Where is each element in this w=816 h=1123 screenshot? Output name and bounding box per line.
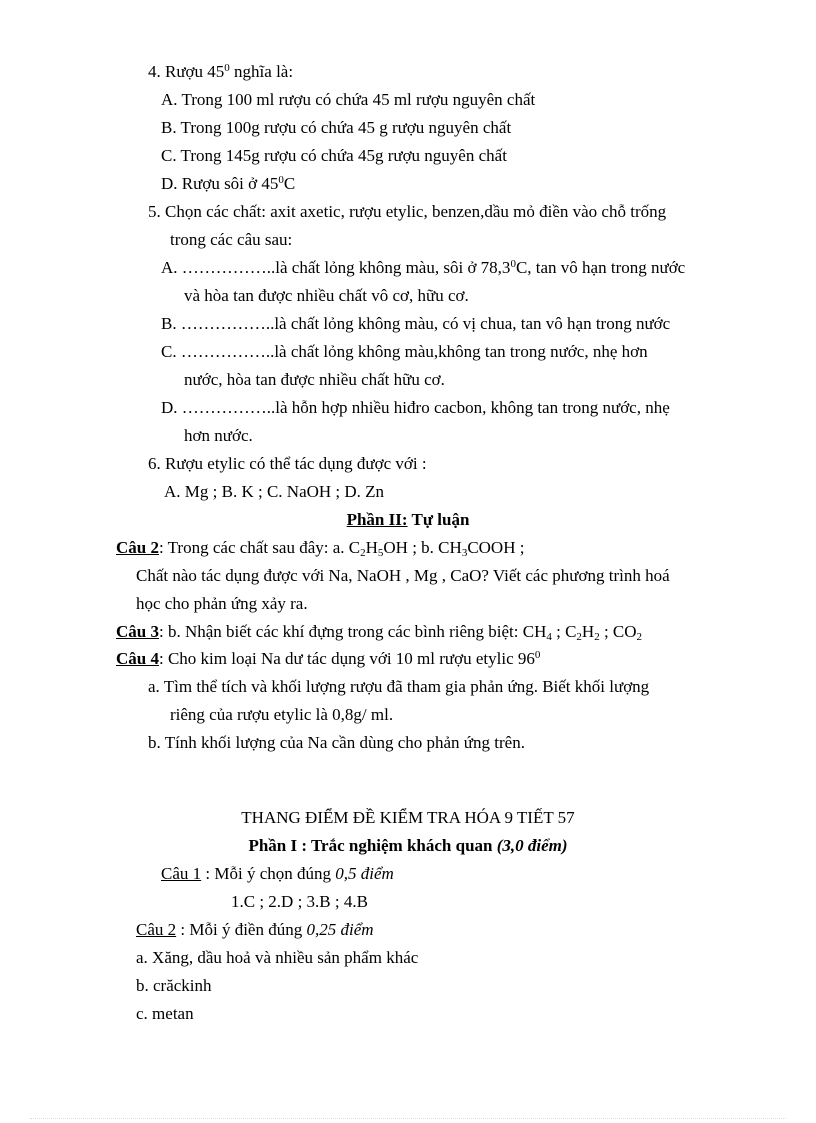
answer-cau2-c: c. metan	[136, 1004, 194, 1023]
q5-option-c: C. ……………..là chất lỏng không màu,không tan trong nước, nhẹ hơn	[161, 342, 648, 361]
q4-stem: 4. Rượu $45^0$ nghĩa là:	[148, 62, 294, 81]
q4-option-a: A. Trong 100 ml rượu có chứa 45 ml rượu nguyên chất	[161, 90, 536, 109]
cau3-line: Câu 3: b. Nhận biết các khí đựng trong các bình riêng biệt: $CH_4$ ; $C_2H_2$ ; $CO_2$	[116, 622, 643, 643]
answer-cau2: Câu 2 : Mỗi ý điền đúng 0,25 điểm	[136, 920, 374, 939]
q5-option-d: D. ……………..là hỗn hợp nhiều hiđro cacbon, không tan trong nước, nhẹ	[161, 398, 670, 417]
q4-option-d: D. Rượu sôi ở $45^0C$	[161, 174, 296, 193]
cau4-part-a: a. Tìm thể tích và khối lượng rượu đã tham gia phản ứng. Biết khối lượng	[148, 677, 650, 696]
part2-heading: Phần II: Tự luận	[346, 510, 470, 529]
cau4-line1: Câu 4: Cho kim loại Na dư tác dụng với 10 ml rượu etylic $96^0$	[116, 649, 541, 668]
q5-option-c-cont: nước, hòa tan được nhiều chất hữu cơ.	[184, 370, 445, 389]
q5-option-a: A. ……………..là chất lỏng không màu, sôi ở 78,3$^0$C, tan vô hạn trong nước	[161, 258, 686, 277]
answer-cau1: Câu 1 : Mỗi ý chọn đúng 0,5 điểm	[161, 864, 394, 883]
answer-cau2-a: a. Xăng, dầu hoả và nhiều sản phẩm khác	[136, 948, 419, 967]
q5-option-b: B. ……………..là chất lỏng không màu, có vị chua, tan vô hạn trong nước	[161, 314, 671, 333]
q4-option-b: B. Trong 100g rượu có chứa 45 g rượu nguyên chất	[161, 118, 512, 137]
q5-option-d-cont: hơn nước.	[184, 426, 253, 445]
answer-cau2-b: b. crăckinh	[136, 976, 212, 995]
q6-stem: 6. Rượu etylic có thể tác dụng được với :	[148, 454, 427, 473]
cau2-line2: Chất nào tác dụng được với Na, NaOH , Mg , CaO? Viết các phương trình hoá	[136, 566, 670, 585]
q4-option-c: C. Trong 145g rượu có chứa 45g rượu nguyên chất	[161, 146, 507, 165]
page-bottom-divider	[30, 1118, 786, 1119]
cau4-part-a-cont: riêng của rượu etylic là 0,8g/ ml.	[170, 705, 394, 724]
cau4-part-b: b. Tính khối lượng của Na cần dùng cho phản ứng trên.	[148, 733, 525, 752]
q5-option-a-cont: và hòa tan được nhiều chất vô cơ, hữu cơ.	[184, 286, 469, 305]
q5-stem-cont: trong các câu sau:	[170, 230, 293, 249]
answer-part1-heading: Phần I : Trắc nghiệm khách quan (3,0 điểm)	[248, 836, 568, 855]
answer-title: THANG ĐIỂM ĐỀ KIỂM TRA HÓA 9 TIẾT 57	[241, 808, 575, 827]
cau2-line3: học cho phản ứng xảy ra.	[136, 594, 308, 613]
q6-options: A. Mg ; B. K ; C. NaOH ; D. Zn	[164, 482, 385, 501]
answer-cau1-keys: 1.C ; 2.D ; 3.B ; 4.B	[231, 892, 368, 911]
q5-stem: 5. Chọn các chất: axit axetic, rượu etylic, benzen,dầu mỏ điền vào chỗ trống	[148, 202, 667, 221]
cau2-line1: Câu 2: Trong các chất sau đây: a. $C_2H_5OH$ ; b. $CH_3COOH$ ;	[116, 538, 525, 559]
